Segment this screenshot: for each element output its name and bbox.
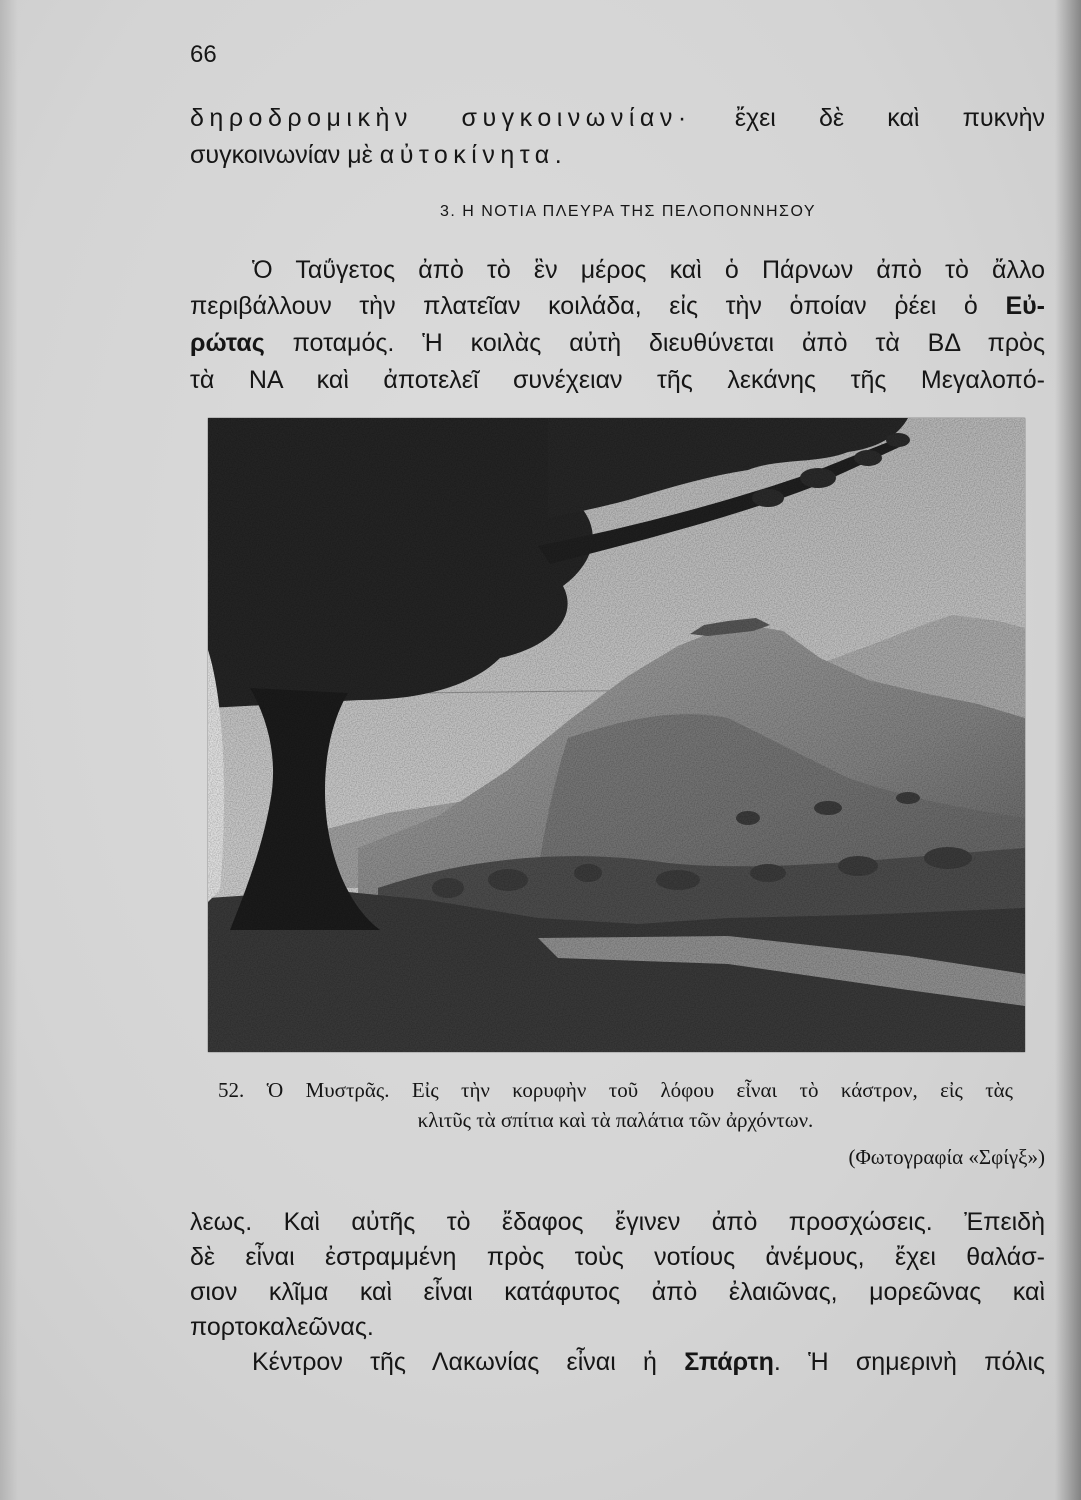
line-text: περιβάλλουν τὴν πλατεῖαν κοιλάδα, εἰς τὴν ὁποίαν ῥέει ὁ <box>190 292 1006 320</box>
figure-caption-line-1: 52. Ὁ Μυστρᾶς. Εἰς τὴν κορυφὴν τοῦ λόφου εἶναι τὸ κάστρον, εἰς τὰς <box>218 1078 1013 1102</box>
paragraph-1-line-2 <box>190 137 1045 173</box>
spaced-text: δηροδρομικὴν συγκοινωνίαν· <box>190 104 692 132</box>
photo-credit: (Φωτογραφία «Σφίγξ») <box>848 1145 1045 1169</box>
page-gutter-shadow <box>0 0 18 1500</box>
line-text: ποταμός. Ἡ κοιλὰς αὐτὴ διευθύνεται ἀπὸ τὰ ΒΔ πρὸς <box>264 329 1045 357</box>
figure-caption-line-2: κλιτῦς τὰ σπίτια καὶ τὰ παλάτια τῶν ἀρχόντων. <box>417 1108 814 1132</box>
line-text: Κέντρον τῆς Λακωνίας εἶναι ἡ <box>252 1348 685 1376</box>
photo-mystras <box>208 418 1025 1052</box>
page-number: 66 <box>190 41 217 68</box>
paragraph-3-line-3: σιον κλῖμα καὶ εἶναι κατάφυτος ἀπὸ ἐλαιῶνας, μορεῶνας καὶ <box>190 1278 1045 1306</box>
photo-grain <box>208 418 1025 1052</box>
paragraph-2-line-1: Ὁ Ταΰγετος ἀπὸ τὸ ἓν μέρος καὶ ὁ Πάρνων ἀπὸ τὸ ἄλλο <box>252 256 1045 284</box>
paragraph-2-line-4: τὰ ΝΑ καὶ ἀποτελεῖ συνέχειαν τῆς λεκάνης τῆς Μεγαλοπό- <box>190 366 1045 394</box>
page-edge-shadow <box>1055 0 1081 1500</box>
line-text: . Ἡ σημερινὴ πόλις <box>773 1348 1045 1376</box>
paragraph-1-line-1 <box>190 100 1045 136</box>
bold-term: Εὐ- <box>1005 292 1045 320</box>
section-heading: 3. Η ΝΟΤΙΑ ΠΛΕΥΡΑ ΤΗΣ ΠΕΛΟΠΟΝΝΗΣΟΥ <box>439 203 817 220</box>
line-text: ἔχει δὲ καὶ πυκνὴν <box>691 104 1045 132</box>
paragraph-3-line-2: δὲ εἶναι ἐστραμμένη πρὸς τοὺς νοτίους ἀνέμους, ἔχει θαλάσ- <box>190 1243 1045 1271</box>
line-text: συγκοινωνίαν μὲ <box>190 141 380 169</box>
bold-term: ρώτας <box>190 329 265 357</box>
spaced-text: αὐτοκίνητα. <box>379 141 568 169</box>
bold-term: Σπάρτη <box>684 1348 774 1376</box>
paragraph-3-line-1: λεως. Καὶ αὐτῆς τὸ ἔδαφος ἔγινεν ἀπὸ προσχώσεις. Ἐπειδὴ <box>190 1208 1045 1236</box>
paragraph-2-line-2 <box>190 288 1045 324</box>
photo-image <box>208 418 1025 1052</box>
paragraph-4-line-1 <box>252 1344 1045 1380</box>
paragraph-2-line-3 <box>190 325 1045 361</box>
paragraph-3-line-4: πορτοκαλεῶνας. <box>190 1313 374 1341</box>
